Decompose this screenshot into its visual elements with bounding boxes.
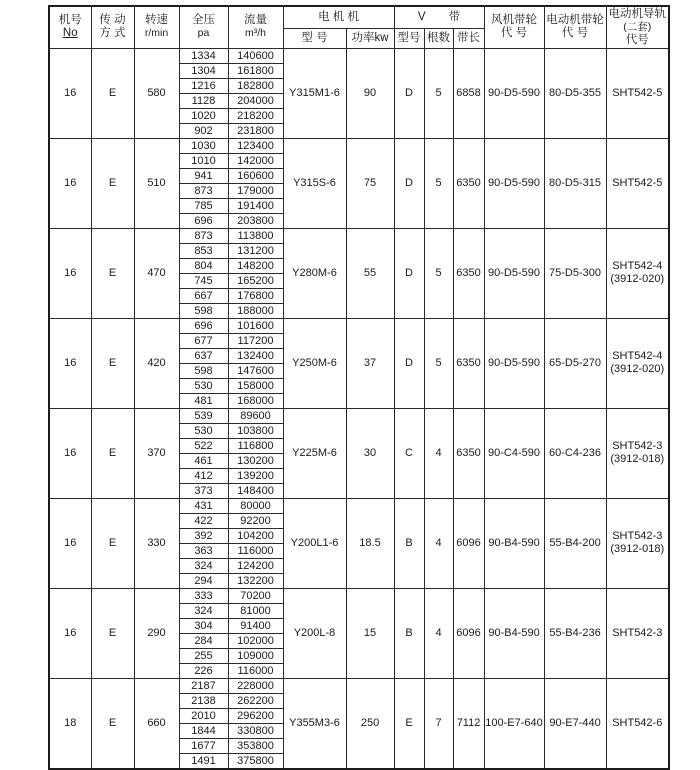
pressure-cell: 1334	[179, 48, 228, 63]
pressure-cell: 294	[179, 573, 228, 588]
flow-cell: 176800	[228, 288, 283, 303]
pressure-cell: 1030	[179, 138, 228, 153]
belt-count-cell: 5	[424, 228, 453, 318]
belt-length-cell: 6350	[453, 408, 484, 498]
flow-cell: 158000	[228, 378, 283, 393]
machine-no-cell: 16	[49, 588, 91, 678]
motor-power-cell: 15	[346, 588, 394, 678]
pressure-cell: 696	[179, 213, 228, 228]
pressure-cell: 255	[179, 648, 228, 663]
motor-power-cell: 37	[346, 318, 394, 408]
flow-cell: 142000	[228, 153, 283, 168]
rail-code-line: (3912-018)	[610, 543, 665, 555]
pressure-cell: 1304	[179, 63, 228, 78]
rail-code-line: SHT542-3	[612, 440, 663, 452]
rail-code-line: SHT542-6	[612, 716, 663, 729]
drive-mode-cell: E	[91, 588, 134, 678]
col-header-pressure: 全压 pa	[179, 6, 228, 48]
flow-cell: 116000	[228, 663, 283, 678]
belt-length-cell: 6858	[453, 48, 484, 138]
speed-cell: 290	[134, 588, 179, 678]
flow-cell: 191400	[228, 198, 283, 213]
table-row	[49, 588, 669, 603]
speed-cell: 660	[134, 678, 179, 769]
motor-pulley-cell: 60-C4-236	[544, 408, 606, 498]
rail-code-line: (3912-020)	[610, 363, 665, 375]
motor-pulley-cell: 55-B4-200	[544, 498, 606, 588]
pressure-cell: 522	[179, 438, 228, 453]
speed-cell: 470	[134, 228, 179, 318]
motor-pulley-cell: 75-D5-300	[544, 228, 606, 318]
pressure-cell: 324	[179, 603, 228, 618]
flow-cell: 92200	[228, 513, 283, 528]
fan-pulley-cell: 90-D5-590	[484, 228, 544, 318]
flow-cell: 109000	[228, 648, 283, 663]
flow-cell: 148200	[228, 258, 283, 273]
flow-cell: 81000	[228, 603, 283, 618]
flow-cell: 231800	[228, 123, 283, 138]
flow-cell: 179000	[228, 183, 283, 198]
fan-pulley-cell: 90-B4-590	[484, 498, 544, 588]
flow-cell: 113800	[228, 228, 283, 243]
fan-pulley-cell: 90-B4-590	[484, 588, 544, 678]
belt-type-cell: C	[394, 408, 424, 498]
fan-pulley-cell: 100-E7-640	[484, 678, 544, 769]
pressure-cell: 324	[179, 558, 228, 573]
table-row	[49, 48, 669, 63]
pressure-cell: 785	[179, 198, 228, 213]
machine-no-cell: 16	[49, 318, 91, 408]
motor-pulley-cell: 80-D5-355	[544, 48, 606, 138]
belt-count-cell: 4	[424, 408, 453, 498]
flow-cell: 132400	[228, 348, 283, 363]
pressure-cell: 412	[179, 468, 228, 483]
fan-pulley-cell: 90-D5-590	[484, 138, 544, 228]
belt-type-cell: D	[394, 48, 424, 138]
motor-power-cell: 90	[346, 48, 394, 138]
belt-count-cell: 5	[424, 48, 453, 138]
flow-cell: 91400	[228, 618, 283, 633]
belt-length-cell: 6350	[453, 228, 484, 318]
col-header-machine-no	[49, 6, 91, 48]
fan-motor-spec-table	[48, 5, 670, 770]
motor-pulley-cell: 80-D5-315	[544, 138, 606, 228]
belt-type-cell: E	[394, 678, 424, 769]
pressure-cell: 333	[179, 588, 228, 603]
motor-model-cell: Y225M-6	[283, 408, 346, 498]
speed-cell: 580	[134, 48, 179, 138]
belt-length-cell: 7112	[453, 678, 484, 769]
flow-cell: 101600	[228, 318, 283, 333]
pressure-cell: 2010	[179, 708, 228, 723]
belt-type-cell: B	[394, 498, 424, 588]
belt-length-cell: 6350	[453, 318, 484, 408]
pressure-cell: 1020	[179, 108, 228, 123]
pressure-cell: 2187	[179, 678, 228, 693]
motor-model-cell: Y315M1-6	[283, 48, 346, 138]
pressure-cell: 853	[179, 243, 228, 258]
col-header-motor-pulley: 电动机带轮 代 号	[544, 6, 606, 48]
pressure-cell: 2138	[179, 693, 228, 708]
rail-code-cell	[606, 408, 669, 498]
speed-cell: 510	[134, 138, 179, 228]
motor-model-cell: Y200L-8	[283, 588, 346, 678]
flow-cell: 204000	[228, 93, 283, 108]
flow-cell: 102000	[228, 633, 283, 648]
col-header-belt-model: 型号	[394, 28, 424, 48]
col-header-motor-power: 功率kw	[346, 28, 394, 48]
col-header-flow: 流量 m³/h	[228, 6, 283, 48]
pressure-cell: 539	[179, 408, 228, 423]
belt-type-cell: D	[394, 318, 424, 408]
table-body	[49, 48, 669, 769]
col-header-belt-count: 根数	[424, 28, 453, 48]
flow-cell: 182800	[228, 78, 283, 93]
drive-mode-cell: E	[91, 318, 134, 408]
rail-code-line: (3912-018)	[610, 453, 665, 465]
rail-code-line: SHT542-4	[612, 350, 663, 362]
col-header-rail: 电动机导轨 (二套) 代号	[606, 6, 669, 48]
rail-code-cell	[606, 498, 669, 588]
motor-power-cell: 30	[346, 408, 394, 498]
motor-model-cell: Y355M3-6	[283, 678, 346, 769]
drive-mode-cell: E	[91, 678, 134, 769]
flow-cell: 116800	[228, 438, 283, 453]
belt-length-cell: 6096	[453, 588, 484, 678]
motor-pulley-cell: 55-B4-236	[544, 588, 606, 678]
flow-cell: 80000	[228, 498, 283, 513]
pressure-cell: 373	[179, 483, 228, 498]
motor-power-cell: 250	[346, 678, 394, 769]
belt-type-cell: D	[394, 228, 424, 318]
flow-cell: 117200	[228, 333, 283, 348]
pressure-cell: 1216	[179, 78, 228, 93]
flow-cell: 168000	[228, 393, 283, 408]
motor-model-cell: Y200L1-6	[283, 498, 346, 588]
rail-code-cell	[606, 138, 669, 228]
motor-power-cell: 75	[346, 138, 394, 228]
pressure-cell: 392	[179, 528, 228, 543]
flow-cell: 262200	[228, 693, 283, 708]
flow-cell: 70200	[228, 588, 283, 603]
flow-cell: 103800	[228, 423, 283, 438]
flow-cell: 165200	[228, 273, 283, 288]
motor-pulley-cell: 90-E7-440	[544, 678, 606, 769]
machine-no-cell: 16	[49, 228, 91, 318]
rail-code-cell	[606, 48, 669, 138]
flow-cell: 130200	[228, 453, 283, 468]
flow-cell: 330800	[228, 723, 283, 738]
col-header-speed: 转速 r/min	[134, 6, 179, 48]
pressure-cell: 696	[179, 318, 228, 333]
pressure-cell: 226	[179, 663, 228, 678]
col-header-drive: 传 动 方 式	[91, 6, 134, 48]
table-row	[49, 318, 669, 333]
col-header-fan-pulley: 风机带轮 代 号	[484, 6, 544, 48]
pressure-cell: 598	[179, 303, 228, 318]
rail-code-cell	[606, 228, 669, 318]
table-row	[49, 678, 669, 693]
machine-no-cell: 16	[49, 138, 91, 228]
flow-cell: 89600	[228, 408, 283, 423]
flow-cell: 139200	[228, 468, 283, 483]
pressure-cell: 431	[179, 498, 228, 513]
pressure-cell: 598	[179, 363, 228, 378]
flow-cell: 161800	[228, 63, 283, 78]
pressure-cell: 363	[179, 543, 228, 558]
motor-pulley-cell: 65-D5-270	[544, 318, 606, 408]
fan-pulley-cell: 90-C4-590	[484, 408, 544, 498]
col-header-belt-length: 带长	[453, 28, 484, 48]
pressure-cell: 284	[179, 633, 228, 648]
rail-code-line: SHT542-5	[612, 86, 663, 99]
drive-mode-cell: E	[91, 408, 134, 498]
group-header-motor: 电 机 机	[283, 6, 394, 28]
flow-cell: 116000	[228, 543, 283, 558]
pressure-cell: 1010	[179, 153, 228, 168]
flow-cell: 123400	[228, 138, 283, 153]
pressure-cell: 1677	[179, 738, 228, 753]
motor-model-cell: Y315S-6	[283, 138, 346, 228]
belt-type-cell: B	[394, 588, 424, 678]
motor-model-cell: Y280M-6	[283, 228, 346, 318]
speed-cell: 420	[134, 318, 179, 408]
motor-power-cell: 55	[346, 228, 394, 318]
drive-mode-cell: E	[91, 498, 134, 588]
machine-no-cell: 18	[49, 678, 91, 769]
pressure-cell: 422	[179, 513, 228, 528]
flow-cell: 147600	[228, 363, 283, 378]
belt-count-cell: 4	[424, 588, 453, 678]
pressure-cell: 637	[179, 348, 228, 363]
pressure-cell: 873	[179, 183, 228, 198]
flow-cell: 104200	[228, 528, 283, 543]
belt-count-cell: 5	[424, 318, 453, 408]
table-row	[49, 228, 669, 243]
flow-cell: 160600	[228, 168, 283, 183]
belt-count-cell: 5	[424, 138, 453, 228]
pressure-cell: 745	[179, 273, 228, 288]
rail-code-line: SHT542-3	[612, 626, 663, 639]
col-header-motor-model: 型 号	[283, 28, 346, 48]
pressure-cell: 804	[179, 258, 228, 273]
flow-cell: 148400	[228, 483, 283, 498]
flow-cell: 140600	[228, 48, 283, 63]
pressure-cell: 1128	[179, 93, 228, 108]
machine-no-unit: No	[62, 27, 78, 40]
belt-length-cell: 6096	[453, 498, 484, 588]
flow-cell: 203800	[228, 213, 283, 228]
rail-code-line: SHT542-3	[612, 530, 663, 542]
flow-cell: 124200	[228, 558, 283, 573]
group-header-vbelt: V 带	[394, 6, 484, 28]
pressure-cell: 677	[179, 333, 228, 348]
drive-mode-cell: E	[91, 48, 134, 138]
pressure-cell: 304	[179, 618, 228, 633]
flow-cell: 296200	[228, 708, 283, 723]
flow-cell: 131200	[228, 243, 283, 258]
speed-cell: 370	[134, 408, 179, 498]
machine-no-label: 机号	[58, 14, 82, 27]
pressure-cell: 1844	[179, 723, 228, 738]
machine-no-cell: 16	[49, 408, 91, 498]
flow-cell: 375800	[228, 753, 283, 769]
flow-cell: 218200	[228, 108, 283, 123]
pressure-cell: 667	[179, 288, 228, 303]
pressure-cell: 902	[179, 123, 228, 138]
rail-code-line: SHT542-5	[612, 176, 663, 189]
speed-cell: 330	[134, 498, 179, 588]
drive-mode-cell: E	[91, 138, 134, 228]
pressure-cell: 481	[179, 393, 228, 408]
drive-mode-cell: E	[91, 228, 134, 318]
rail-code-cell	[606, 318, 669, 408]
pressure-cell: 461	[179, 453, 228, 468]
machine-no-cell: 16	[49, 48, 91, 138]
table-row	[49, 408, 669, 423]
pressure-cell: 530	[179, 378, 228, 393]
rail-code-line: SHT542-4	[612, 260, 663, 272]
machine-no-cell: 16	[49, 498, 91, 588]
rail-code-line: (3912-020)	[610, 273, 665, 285]
pressure-cell: 941	[179, 168, 228, 183]
rail-code-cell	[606, 588, 669, 678]
flow-cell: 228000	[228, 678, 283, 693]
motor-power-cell: 18.5	[346, 498, 394, 588]
rail-code-cell	[606, 678, 669, 769]
table-row	[49, 498, 669, 513]
fan-pulley-cell: 90-D5-590	[484, 48, 544, 138]
fan-pulley-cell: 90-D5-590	[484, 318, 544, 408]
pressure-cell: 1491	[179, 753, 228, 769]
table-row	[49, 138, 669, 153]
flow-cell: 353800	[228, 738, 283, 753]
belt-type-cell: D	[394, 138, 424, 228]
belt-length-cell: 6350	[453, 138, 484, 228]
belt-count-cell: 7	[424, 678, 453, 769]
belt-count-cell: 4	[424, 498, 453, 588]
pressure-cell: 873	[179, 228, 228, 243]
flow-cell: 132200	[228, 573, 283, 588]
flow-cell: 188000	[228, 303, 283, 318]
pressure-cell: 530	[179, 423, 228, 438]
motor-model-cell: Y250M-6	[283, 318, 346, 408]
